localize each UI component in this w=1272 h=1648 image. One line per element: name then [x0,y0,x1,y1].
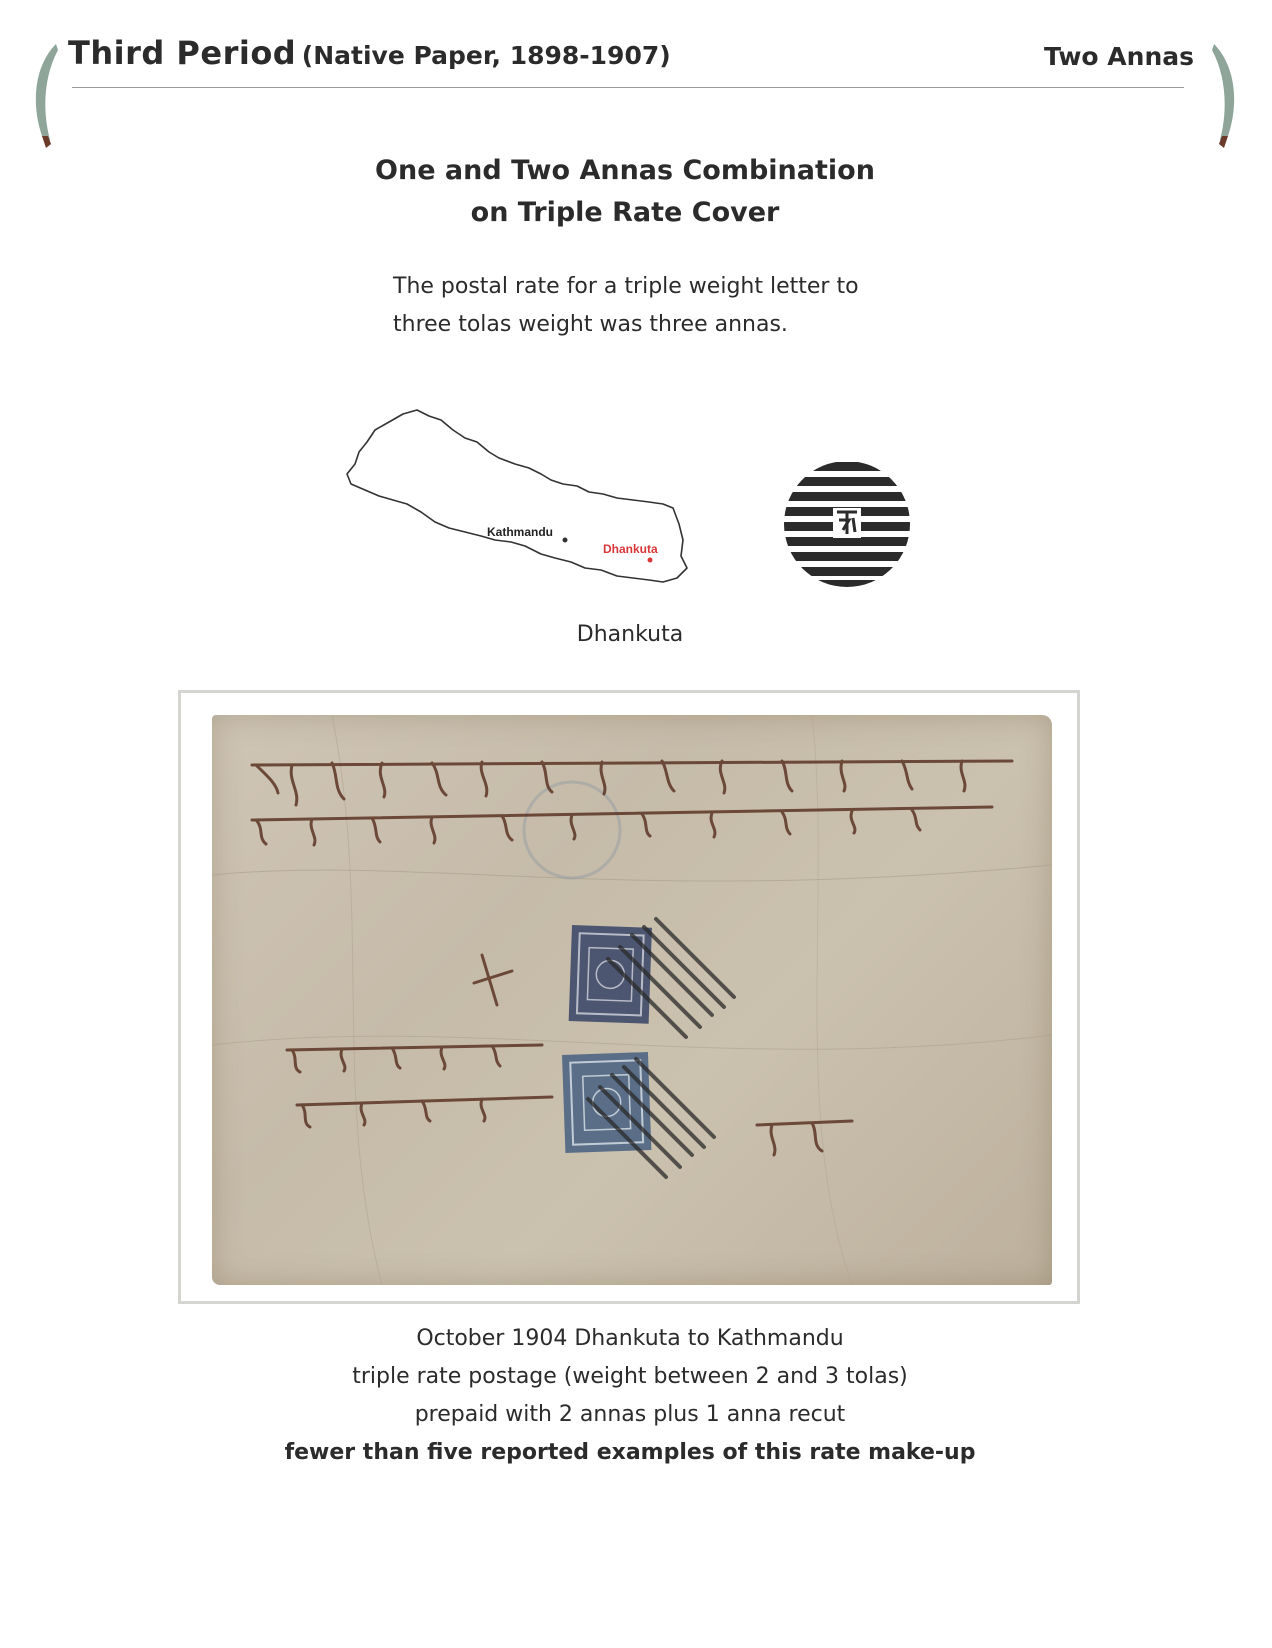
intro-line-2: three tolas weight was three annas. [393,312,788,337]
intro-line-1: The postal rate for a triple weight letter to [393,274,859,299]
kathmandu-label: Kathmandu [487,525,553,539]
period-title: Third Period [68,34,297,72]
caption-line-4: fewer than five reported examples of this rate make-up [284,1440,976,1465]
denomination-label: Two Annas [1044,42,1194,71]
kukri-left-icon [30,40,66,150]
dhankuta-label: Dhankuta [603,542,658,556]
header-divider [72,87,1184,88]
kukri-right-icon [1204,40,1240,150]
cover-caption [0,1320,1260,1472]
section-heading [0,150,1250,234]
kathmandu-dot [563,538,568,543]
postmark-icon [783,460,911,588]
caption-line-1: October 1904 Dhankuta to Kathmandu [416,1326,844,1351]
cover-image [212,715,1052,1285]
page-header-title [68,34,671,72]
caption-line-3: prepaid with 2 annas plus 1 anna recut [414,1402,846,1427]
map-caption: Dhankuta [576,622,684,647]
dhankuta-dot [648,558,653,563]
intro-text [393,268,859,344]
heading-line-1: One and Two Annas Combination [375,155,875,186]
nepal-map [345,408,695,593]
heading-line-2: on Triple Rate Cover [470,197,780,228]
period-detail: (Native Paper, 1898-1907) [301,41,671,70]
caption-line-2: triple rate postage (weight between 2 and 3 tolas) [352,1364,908,1389]
cover-drawing [212,715,1052,1285]
nepal-outline [347,410,687,582]
